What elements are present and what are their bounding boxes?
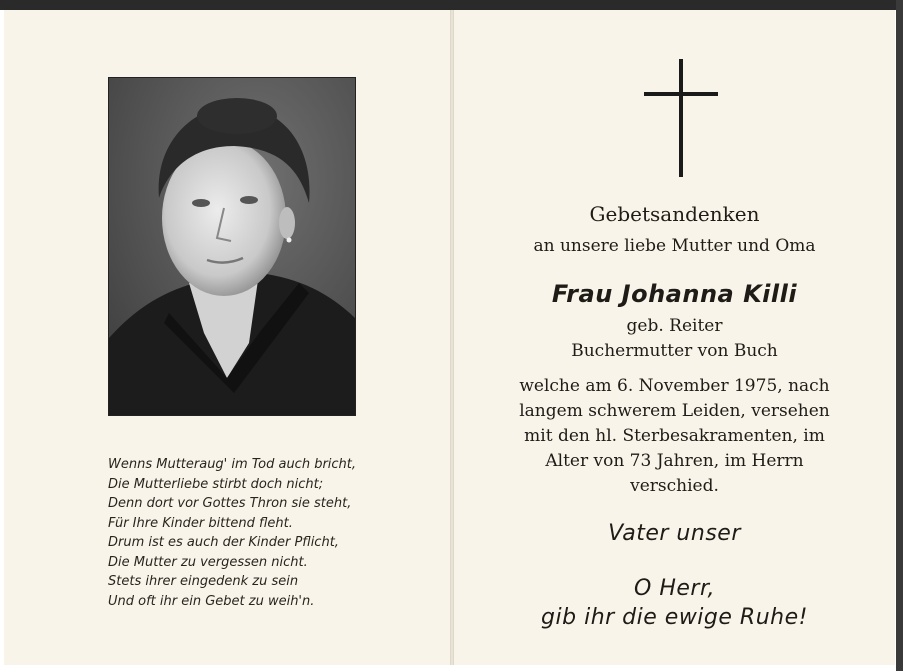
prayer-heading: Vater unser [608,521,741,546]
scan-border-right [896,0,903,671]
poem-line: Die Mutter zu vergessen nicht. [108,554,308,570]
place-line: Buchermutter von Buch [571,341,778,361]
portrait-illustration [109,78,355,415]
poem-line: Für Ihre Kinder bittend fleht. [108,515,293,531]
poem-line: Wenns Mutteraug' im Tod auch bricht, [108,457,357,472]
portrait-photo [108,77,356,416]
notice-line: langem schwerem Leiden, versehen [519,401,830,421]
notice-line: Alter von 73 Jahren, im Herrn [545,451,804,471]
deceased-name: Frau Johanna Killi [551,280,798,308]
closing-line-1: O Herr, [634,576,715,601]
notice-line: mit den hl. Sterbesakramenten, im [524,426,825,446]
card-title: Gebetsandenken [589,202,760,226]
notice-line: welche am 6. November 1975, nach [519,376,830,396]
poem [108,455,408,611]
scan-border-top [0,0,903,10]
poem-line: Die Mutterliebe stirbt doch nicht; [108,476,324,492]
poem-line: Drum ist es auch der Kinder Pflicht, [108,535,339,550]
poem-line: Denn dort vor Gottes Thron sie steht, [108,496,352,511]
poem-line: Und oft ihr ein Gebet zu weih'n. [108,593,315,609]
death-notice [454,374,895,499]
poem-line: Stets ihrer eingedenk zu sein [108,574,299,589]
maiden-name: geb. Reiter [626,316,723,336]
cross-icon [644,59,718,177]
card-subtitle: an unsere liebe Mutter und Oma [533,236,816,256]
closing-line-2: gib ihr die ewige Ruhe! [541,605,808,630]
notice-line: verschied. [630,476,719,496]
